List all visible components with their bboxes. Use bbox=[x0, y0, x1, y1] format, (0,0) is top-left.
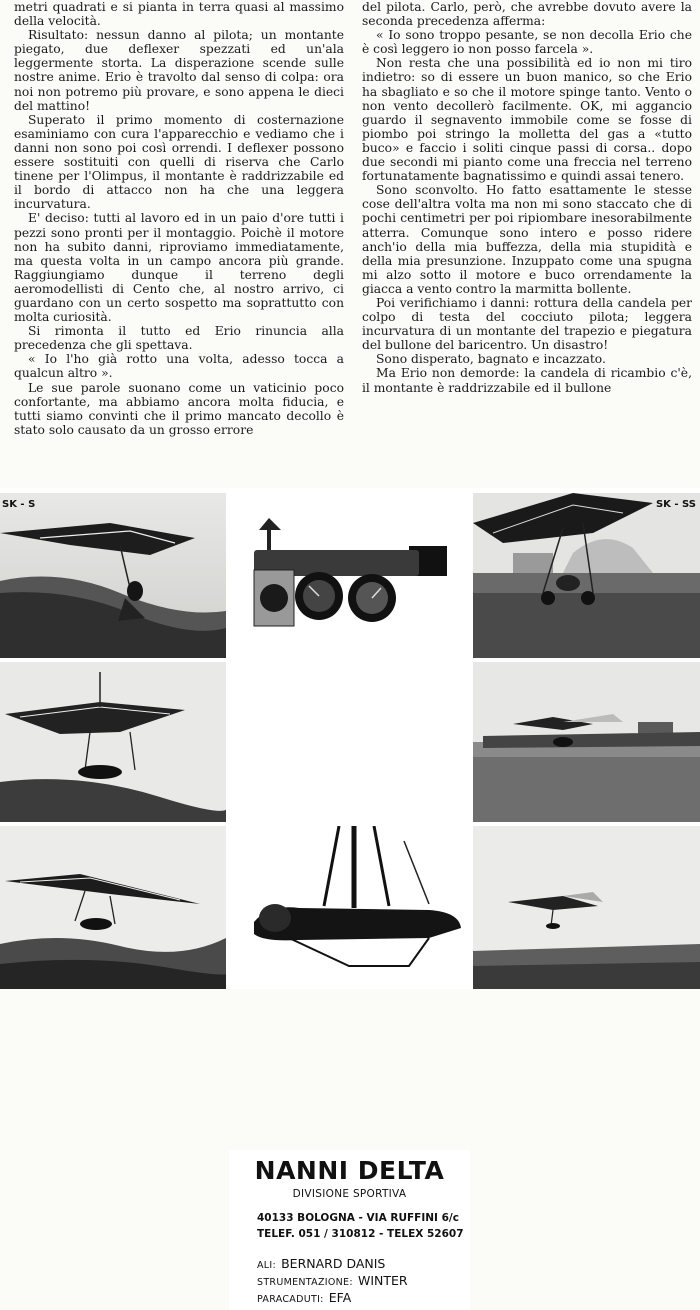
paragraph: Poi verifichiamo i danni: rottura della candela per colpo di testa del cocciuto pilota; leggera incurvatura di un montante del trapezio e piegatura del bullone del baricentro. Un disastro! bbox=[362, 295, 692, 353]
paragraph: Sono disperato, bagnato e incazzato. bbox=[376, 352, 606, 367]
advert-instruments-label: STRUMENTAZIONE: bbox=[257, 1277, 353, 1288]
paragraph: metri quadrati e si pianta in terra quasi al massimo della velocità. bbox=[14, 0, 344, 29]
paragraph: del pilota. Carlo, però, che avrebbe dovuto avere la seconda precedenza afferma: bbox=[362, 0, 692, 29]
advert-instruments-value: WINTER bbox=[357, 1273, 408, 1288]
photo-sk-s-launch bbox=[0, 493, 226, 658]
paragraph: Ma Erio non demorde: la candela di ricambio c'è, il montante è raddrizzabile ed il bullone bbox=[362, 366, 692, 395]
photo-pilot-harness bbox=[229, 826, 470, 989]
photo-sk-ss-trike bbox=[473, 493, 700, 658]
paragraph: « Io sono troppo pesante, se non decolla Erio che è così leggero io non posso farcela ». bbox=[362, 28, 692, 57]
advert-wings-label: ALI: bbox=[257, 1260, 276, 1271]
advert-parachutes bbox=[257, 1287, 351, 1306]
paragraph: Si rimonta il tutto ed Erio rinuncia alla precedenza che gli spettava. bbox=[14, 324, 344, 353]
paragraph: « Io l'ho già rotto una volta, adesso tocca a qualcun altro ». bbox=[14, 352, 344, 381]
photo-tag-sk-ss: SK - SS bbox=[655, 499, 696, 510]
advert-phone: TELEF. 051 / 310812 - TELEX 52607 bbox=[257, 1228, 464, 1240]
photo-tag-sk-s: SK - S bbox=[2, 499, 36, 510]
advert-address: 40133 BOLOGNA - VIA RUFFINI 6/c bbox=[257, 1212, 459, 1224]
photo-trike-low-flight bbox=[473, 662, 700, 822]
advert-division: DIVISIONE SPORTIVA bbox=[292, 1188, 407, 1200]
paragraph: Le sue parole suonano come un vaticinio poco confortante, ma abbiamo ancora molta fiducia, e tutti siamo convinti che il primo mancato decollo è stato solo causato da un grosso errore bbox=[14, 380, 344, 437]
photo-glider-landscape bbox=[0, 826, 226, 989]
advert-brand: NANNI DELTA bbox=[254, 1156, 445, 1185]
paragraph: E' deciso: tutti al lavoro ed in un paio d'ore tutti i pezzi sono pronti per il montaggio. Poichè il motore non ha subito danni, riproviamo immediatamente, ma questa volta in un campo ancora più grande. Raggiungiamo dunque il terreno degli aeromodellisti di Cento che, al nostro arrivo, ci guardano con un certo sospetto ma soprattutto con molta curiosità. bbox=[14, 211, 344, 325]
advert-contact bbox=[257, 1210, 464, 1242]
article-column-right bbox=[362, 0, 692, 395]
nanni-delta-advert bbox=[229, 1150, 470, 1310]
advert-parachutes-value: EFA bbox=[328, 1290, 352, 1305]
photo-glider-distant bbox=[473, 826, 700, 989]
paragraph: Non resta che una possibilità ed io non mi tiro indietro: so di essere un buon manico, so che Erio ha sbagliato e so che il motore spinge tanto. Vento o non vento decollerò facilmente. OK, mi aggancio guardo il segnavento immobile come se fosse di piombo poi stringo la molletta del gas a «tutto buco» e faccio i soliti cinque passi di corsa.. dopo due secondi mi pianto come una freccia nel terreno fortunatamente bagnatissimo e quindi assai tenero. bbox=[362, 56, 692, 184]
advert-parachutes-label: PARACADUTI: bbox=[257, 1294, 324, 1305]
article-column-left bbox=[14, 0, 344, 437]
paragraph: Risultato: nessun danno al pilota; un montante piegato, due deflexer spezzati ed un'ala leggermente storta. La disperazione scende sulle nostre anime. Erio è travolto dal senso di colpa: ora noi non potremo più provare, e sono appena le dieci del mattino! bbox=[14, 28, 344, 113]
photo-grid bbox=[0, 488, 700, 1305]
photo-instruments bbox=[229, 488, 470, 658]
advert-wings-value: BERNARD DANIS bbox=[281, 1256, 386, 1271]
photo-glider-flight bbox=[0, 662, 226, 822]
paragraph: Sono sconvolto. Ho fatto esattamente le stesse cose dell'altra volta ma non mi sono staccato che di pochi centimetri per poi ripiombare inesorabilmente atterra. Comunque sono intero e posso ridere anch'io della mia buffezza, della mia stupidità e della mia presunzione. Inzuppato come una spugna mi alzo sotto il motore e buco orrendamente la giacca a vento contro la marmitta bollente. bbox=[362, 183, 692, 296]
paragraph: Superato il primo momento di costernazione esaminiamo con cura l'apparecchio e vediamo che i danni non sono poi così orrendi. I deflexer possono essere sostituiti con quelli di riserva che Carlo tinene per l'Olimpus, il montante è raddrizzabile ed il bordo di attacco non ha che una leggera incurvatura. bbox=[14, 112, 344, 212]
